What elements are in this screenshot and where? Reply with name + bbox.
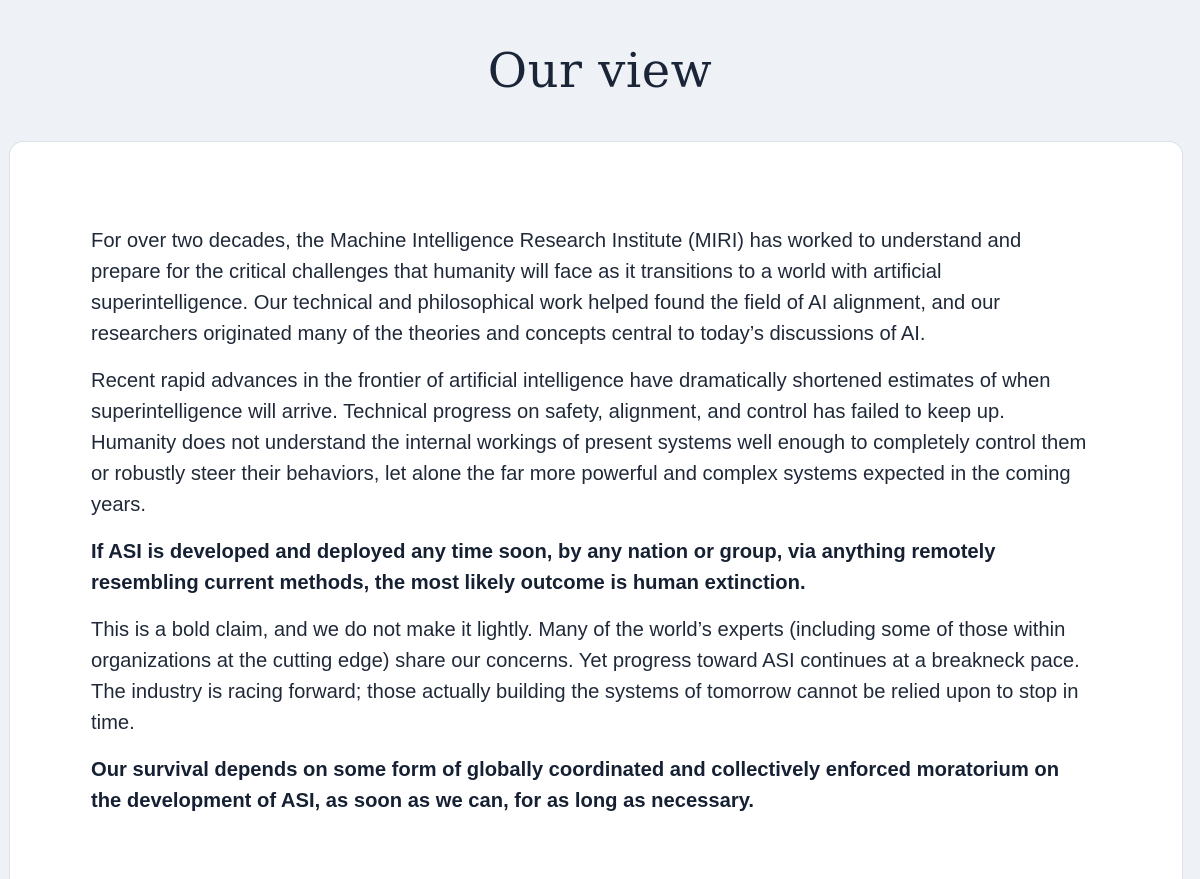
- paragraph-bold-claim-context: This is a bold claim, and we do not make it lightly. Many of the world’s experts (including some of those within organizations at the cutting edge) share our concerns. Yet progress toward ASI continues at a breakneck pace. The industry is racing forward; those actually building the systems of tomorrow cannot be relied upon to stop in time.: [91, 619, 1080, 734]
- paragraph-intro: For over two decades, the Machine Intelligence Research Institute (MIRI) has worked to understand and prepare for the critical challenges that humanity will face as it transitions to a world with artificial superintelligence. Our technical and philosophical work helped found the field of AI alignment, and our researchers originated many of the theories and concepts central to today’s discussions of AI.: [91, 230, 1022, 345]
- paragraph-recent-advances: Recent rapid advances in the frontier of artificial intelligence have dramatically shortened estimates of when superintelligence will arrive. Technical progress on safety, alignment, and control has failed to keep up. Humanity does not understand the internal workings of present systems well enough to completely control them or robustly steer their behaviors, let alone the far more powerful and complex systems expected in the coming years.: [91, 370, 1087, 516]
- paragraph-moratorium: Our survival depends on some form of globally coordinated and collectively enforced moratorium on the development of ASI, as soon as we can, for as long as necessary.: [91, 759, 1060, 812]
- article-body: [91, 226, 1091, 833]
- page-title: Our view: [487, 43, 713, 99]
- paragraph-key-claim: If ASI is developed and deployed any time soon, by any nation or group, via anything remotely resembling current methods, the most likely outcome is human extinction.: [91, 541, 996, 594]
- content-card: [9, 141, 1183, 879]
